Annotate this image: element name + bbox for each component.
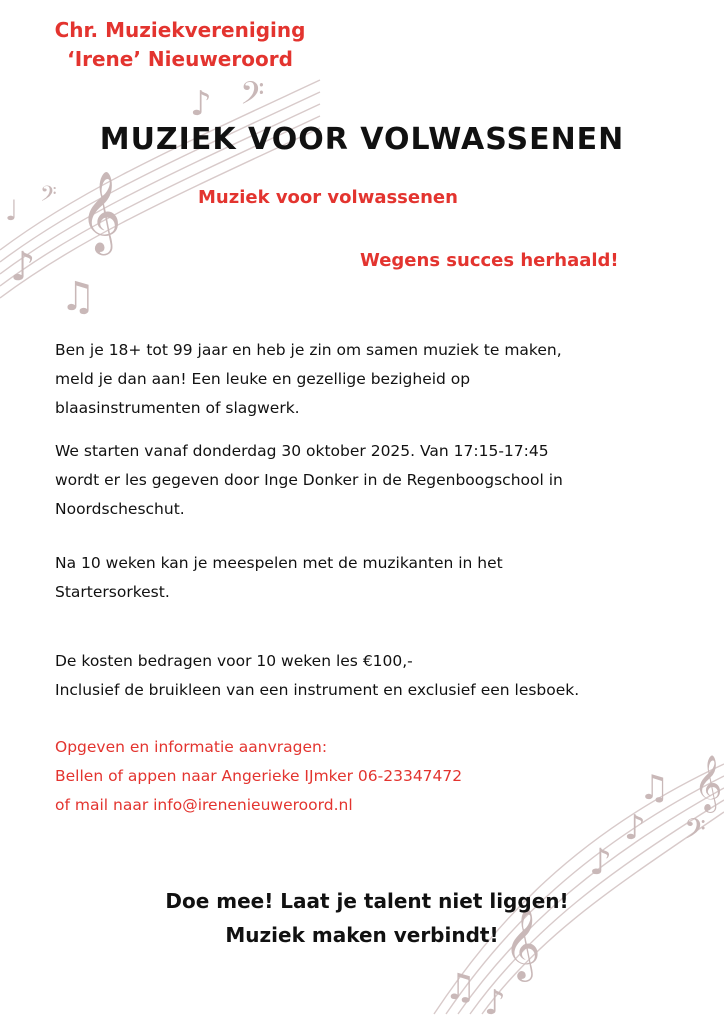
closing-line-1: Doe mee! Laat je talent niet liggen! — [165, 889, 569, 913]
costs-paragraph — [55, 647, 695, 705]
bass-clef-icon: 𝄢 — [40, 182, 57, 212]
contact-phone: Bellen of appen naar Angerieke IJmker 06-23347472 — [55, 767, 463, 785]
intro-paragraph — [55, 336, 695, 423]
organization-name — [0, 16, 360, 74]
costs-line: Inclusief de bruikleen van een instrument en exclusief een lesboek. — [55, 681, 580, 699]
intro-line: blaasinstrumenten of slagwerk. — [55, 399, 300, 417]
music-note-icon: ♪ — [10, 244, 36, 290]
music-note-icon: ♪ — [589, 842, 612, 883]
music-note-icon: ♪ — [190, 84, 212, 124]
contact-email[interactable]: of mail naar info@irenenieuweroord.nl — [55, 796, 353, 814]
schedule-paragraph — [55, 437, 695, 524]
subtitle: Muziek voor volwassenen — [198, 187, 458, 208]
intro-line: Ben je 18+ tot 99 jaar en heb je zin om samen muziek te maken, — [55, 341, 562, 359]
costs-line: De kosten bedragen voor 10 weken les €100,- — [55, 652, 413, 670]
intro-line: meld je dan aan! Een leuke en gezellige bezigheid op — [55, 370, 471, 388]
tagline: Wegens succes herhaald! — [360, 250, 619, 271]
treble-clef-icon: 𝄞 — [504, 906, 541, 979]
organization-line-1: Chr. Muziekvereniging — [54, 18, 306, 42]
music-note-icon: ♫ — [639, 768, 670, 808]
page-title: MUZIEK VOOR VOLWASSENEN — [99, 122, 625, 157]
music-note-icon: ♩ — [5, 194, 19, 227]
music-note-icon: ♫ — [60, 274, 96, 320]
music-note-icon: ♫ — [444, 967, 477, 1008]
bass-clef-icon: 𝄢 — [240, 75, 265, 119]
treble-clef-icon: 𝄞 — [80, 170, 122, 252]
treble-clef-icon: 𝄞 — [694, 755, 723, 811]
schedule-line: Noordscheschut. — [55, 500, 185, 518]
music-note-icon: ♪ — [624, 808, 646, 848]
schedule-line: We starten vanaf donderdag 30 oktober 2025. Van 17:15-17:45 — [55, 442, 549, 460]
orchestra-line: Startersorkest. — [55, 583, 170, 601]
schedule-line: wordt er les gegeven door Inge Donker in de Regenboogschool in — [55, 471, 563, 489]
contact-heading: Opgeven en informatie aanvragen: — [55, 738, 328, 756]
closing-slogan — [0, 884, 724, 952]
music-note-icon: ♪ — [484, 983, 506, 1023]
orchestra-paragraph — [55, 549, 695, 607]
orchestra-line: Na 10 weken kan je meespelen met de muzikanten in het — [55, 554, 503, 572]
contact-block — [55, 733, 695, 820]
closing-line-2: Muziek maken verbindt! — [225, 923, 499, 947]
organization-line-2: ‘Irene’ Nieuweroord — [67, 47, 293, 71]
bass-clef-icon: 𝄢 — [684, 813, 706, 853]
